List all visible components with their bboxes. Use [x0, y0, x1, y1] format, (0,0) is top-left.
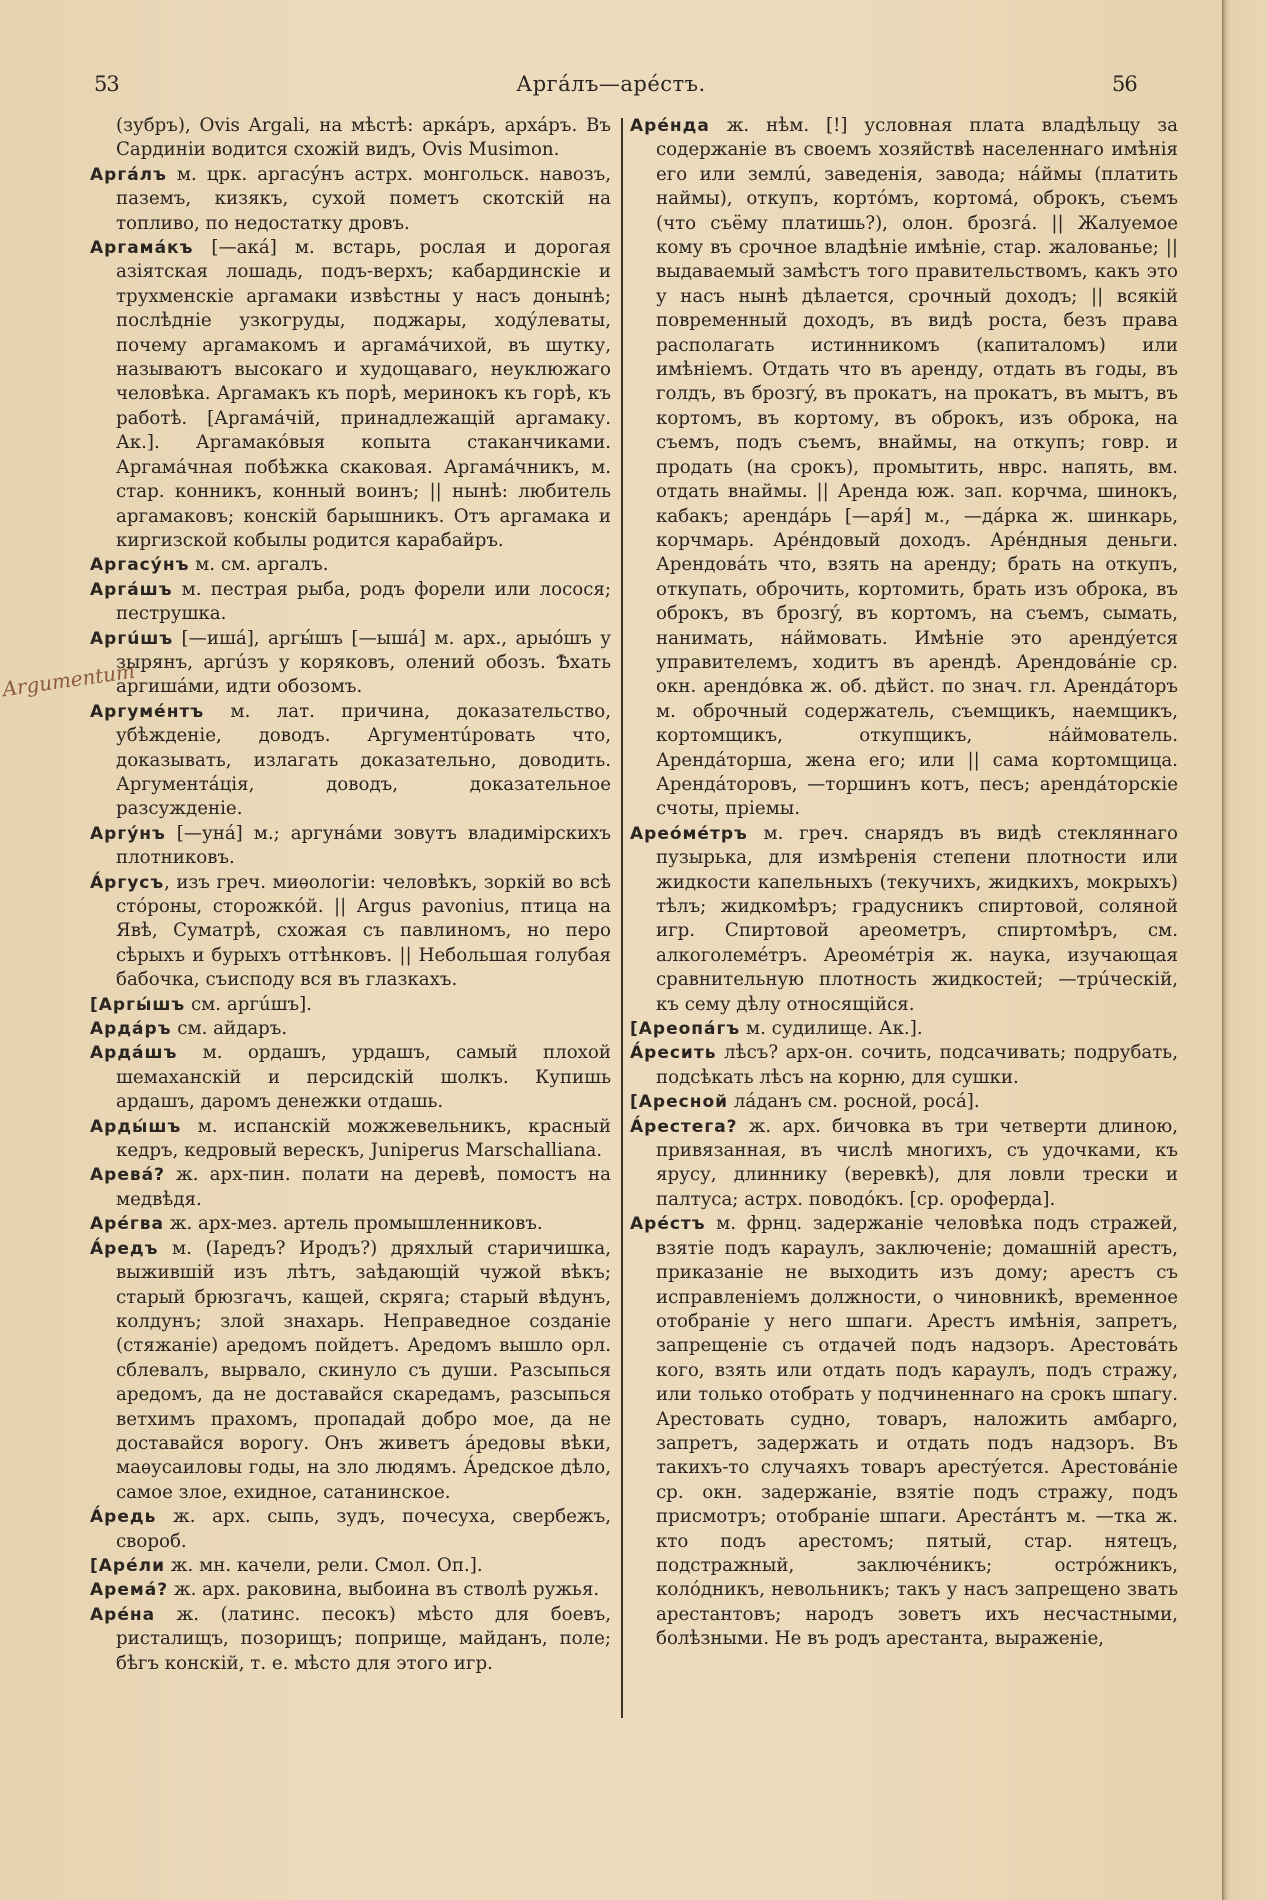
dictionary-entry — [90, 1041, 611, 1114]
dictionary-entry — [90, 822, 611, 871]
entry-headword: Аремá? — [90, 1580, 169, 1601]
entry-headword: [Аресной — [630, 1092, 729, 1113]
dictionary-entry — [630, 1090, 1178, 1114]
entry-definition: м. испанскій можжевельникъ, красный кедръ, кедровый верескъ, Juniperus Marschalliana. — [116, 1115, 611, 1162]
dictionary-entry — [90, 627, 611, 700]
entry-headword: А́редь — [90, 1507, 157, 1528]
entry-definition: м. см. аргалъ. — [189, 554, 329, 576]
entry-headword: Аргáшъ — [90, 579, 173, 600]
entry-headword: Арéнда — [630, 116, 710, 136]
entry-headword: [Ареопáгъ — [630, 1019, 741, 1040]
entry-headword: Аревá? — [90, 1165, 165, 1186]
dictionary-entry — [630, 822, 1178, 1017]
entry-headword: Арéна — [90, 1604, 156, 1625]
entry-definition: м. греч. снарядъ въ видѣ стекляннаго пузырька, для измѣренія степени плотности или жидкости капельныхъ (текучихъ, жидкихъ, мокрыхъ) тѣлъ; жидкомѣръ; градусникъ спиртовой, соляной игр. Спиртовой ареометръ, спиртомѣръ, см. алкоголемéтръ. Ареомéтрія ж. наука, изучающая сравнительную плотность жидкостей; —трúческій, къ сему дѣлу относящійся. — [656, 822, 1178, 1015]
entry-definition: ж. арх-пин. полати на деревѣ, помостъ на медвѣдя. — [116, 1164, 611, 1210]
entry-definition: м. (Іаредъ? Иродъ?) дряхлый старичишка, выжившій изъ лѣтъ, заѣдающій чужой вѣкъ; старый брюзгачъ, кащей, скряга; старый вѣдунъ, колдунъ; злой знахарь. Неправедное созданіе (стяжаніе) аредомъ пойдетъ. Аредомъ вышло орл. сблевалъ, вырвало, скинуло съ души. Разсыпься аредомъ, да не доставайся скаредамъ, разсыпься ветхимъ прахомъ, пропадай добро мое, да не доставайся ворогу. Онъ живетъ áредовы вѣки, маѳусаиловы годы, на зло людямъ. А́редское дѣло, самое злое, ехидное, сатанинское. — [116, 1237, 611, 1503]
dictionary-entry — [90, 578, 611, 627]
entry-definition: , изъ греч. миѳологіи: человѣкъ, зоркій во всѣ стóроны, сторожкóй. || Argus pavonius, птица на Явѣ, Суматрѣ, схожая съ павлиномъ, но перо сѣрыхъ и бурыхъ оттѣнковъ. || Небольшая голубая бабочка, съисподу вся въ глазкахъ. — [116, 871, 611, 991]
entry-headword: [Аргы́шъ — [90, 994, 186, 1015]
dictionary-entry — [630, 1115, 1178, 1213]
entry-definition: м. ордашъ, урдашъ, самый плохой шемаханскій и персидскій шолкъ. Купишь ардашъ, даромъ денежки отдашь. — [116, 1042, 611, 1113]
entry-definition: [—акá] м. встарь, рослая и дорогая азіятская лошадь, подъ-верхъ; кабардинскіе и трухменскіе аргамаки извѣстны у насъ донынѣ; послѣдніе узкогруды, поджары, ходýлеваты, почему аргамакомъ и аргамáчихой, въ шутку, называютъ высокаго и худощаваго, неуклюжаго человѣка. Аргамакъ къ порѣ, меринокъ къ горѣ, къ работѣ. [Аргамáчій, принадлежащій аргамаку. Ак.]. Аргамакóвыя копыта стаканчиками. Аргамáчная побѣжка скаковая. Аргамáчникъ, м. стар. конникъ, конный воинъ; || нынѣ: любитель аргамаковъ; конскій барышникъ. Отъ аргамака и киргизской кобылы родится карабайръ. — [116, 237, 611, 551]
entry-definition: лáданъ см. росной, росá]. — [728, 1091, 980, 1113]
entry-definition: (зубръ), Ovis Argali, на мѣстѣ: аркáръ, архáръ. Въ Сардиніи водится схожій видъ, Ovis Musimon. — [116, 115, 611, 161]
entry-definition: ж. арх-мез. артель промышленниковъ. — [163, 1213, 543, 1235]
entry-definition: м. црк. аргасýнъ астрх. монгольск. навозъ, паземъ, кизякъ, сухой пометъ скотскій на топливо, по недостатку дровъ. — [116, 163, 611, 234]
page-number-left: 53 — [94, 72, 119, 96]
dictionary-entry — [630, 114, 1178, 822]
entry-headword: [Арéли — [90, 1555, 165, 1576]
entry-definition: м. судилище. Ак.]. — [740, 1018, 923, 1040]
dictionary-entry — [90, 1554, 611, 1578]
dictionary-entry — [90, 1603, 611, 1676]
entry-definition: ж. (латинс. песокъ) мѣсто для боевъ, ристалищъ, позорищъ; поприще, майданъ, поле; бѣгъ конскій, т. е. мѣсто для этого игр. — [116, 1603, 611, 1674]
entry-headword: Арéгва — [90, 1214, 164, 1235]
entry-headword: Ареóмéтръ — [630, 823, 748, 844]
dictionary-entry — [90, 114, 611, 163]
dictionary-entry — [90, 1017, 611, 1041]
entry-headword: А́ресить — [630, 1043, 717, 1064]
dictionary-entry — [90, 1237, 611, 1505]
dictionary-entry — [90, 236, 611, 553]
entry-definition: ж. арх. раковина, выбоина въ стволѣ ружья. — [168, 1579, 600, 1601]
entry-headword: Ардáръ — [90, 1019, 172, 1040]
dictionary-entry — [630, 1212, 1178, 1651]
page-header — [0, 72, 1222, 102]
entry-headword: Арéстъ — [630, 1214, 706, 1235]
entry-definition: ж. арх. бичовка въ три четверти длиною, привязанная, въ числѣ многихъ, съ удочками, къ ярусу, длиннику (веревкѣ), для ловли трески и палтуса; астрх. поводóкъ. [ср. ороферда]. — [656, 1115, 1178, 1210]
entry-definition: ж. арх. сыпь, зудъ, почесуха, свербежъ, свороб. — [116, 1506, 611, 1552]
entry-headword: А́ргусъ — [90, 872, 165, 893]
dictionary-entry — [90, 1163, 611, 1212]
dictionary-entry — [630, 1017, 1178, 1041]
dictionary-entry — [90, 1212, 611, 1236]
entry-headword: А́рестега? — [630, 1116, 738, 1137]
entry-definition: см. айдаръ. — [171, 1018, 288, 1040]
dictionary-entry — [90, 700, 611, 822]
entry-headword: Аргúшъ — [90, 628, 174, 649]
dictionary-entry — [90, 871, 611, 993]
entry-headword: Аргýнъ — [90, 823, 166, 844]
entry-definition: [—ишá], аргы́шъ [—ышá] м. арх., арыóшъ у зырянъ, аргúзъ у коряковъ, олений обозъ. Ѣхать аргишáми, идти обозомъ. — [116, 627, 611, 698]
handwritten-margin-note: Argumentum — [0, 658, 137, 702]
dictionary-entry — [90, 1578, 611, 1602]
entry-definition: ж. мн. качели, рели. Смол. Оп.]. — [165, 1554, 483, 1576]
entry-definition: см. аргúшъ]. — [185, 993, 312, 1015]
dictionary-entry — [90, 1505, 611, 1554]
dictionary-entry — [630, 1041, 1178, 1090]
left-column — [90, 114, 611, 1676]
entry-headword: Аргасýнъ — [90, 555, 190, 576]
entry-definition: м. лат. причина, доказательство, убѣжденіе, доводъ. Аргументúровать что, доказывать, излагать доказательно, доводить. Аргументáція, доводъ, доказательное разсужденіе. — [116, 700, 611, 820]
entry-headword: Аргамáкъ — [90, 238, 194, 259]
entry-headword: Аргáлъ — [90, 164, 167, 185]
entry-headword: Арды́шъ — [90, 1116, 182, 1137]
dictionary-entry — [90, 553, 611, 577]
dictionary-entry — [90, 993, 611, 1017]
dictionary-entry — [90, 163, 611, 236]
entry-headword: А́редъ — [90, 1238, 159, 1259]
running-title: Аргáлъ—арéстъ. — [516, 72, 706, 96]
book-page-edge — [1222, 0, 1267, 1900]
entry-definition: м. пестрая рыба, родъ форели или лосося; пеструшка. — [116, 578, 611, 625]
page-number-right: 56 — [1112, 72, 1137, 96]
right-column — [630, 114, 1178, 1652]
entry-definition: м. фрнц. задержаніе человѣка подъ стражей, взятіе подъ караулъ, заключеніе; домашній арестъ, приказаніе не выходить изъ дому; арестъ съ исправленіемъ должности, о чиновникѣ, временное отобраніе у него шпаги. Арестъ имѣнія, запретъ, запрещеніе съ отдачей подъ надзоръ. Арестовáть кого, взять или отдать подъ караулъ, подъ стражу, или только отобрать у подчиненнаго на срокъ шпагу. Арестовать судно, товаръ, наложить амбарго, запретъ, задержать и отдать подъ надзоръ. Въ такихъ-то случаяхъ товаръ арестýется. Арестовáніе ср. окн. задержаніе, взятіе подъ стражу, подъ присмотръ; отобраніе шпаги. Арестáнтъ м. —тка ж. кто подъ арестомъ; пятый, стар. нятецъ, подстражный, заключéникъ; острóжникъ, колóдникъ, невольникъ; такъ у насъ запрещено звать арестантовъ; народъ зоветъ ихъ несчастными, болѣзными. Не въ родъ арестанта, выраженіе, — [656, 1213, 1178, 1650]
column-divider — [621, 118, 623, 1718]
entry-definition: лѣсъ? арх-он. сочить, подсачивать; подрубать, подсѣкать лѣсъ на корню, для сушки. — [656, 1042, 1178, 1088]
entry-definition: [—унá] м.; аргунáми зовутъ владимірскихъ плотниковъ. — [116, 822, 611, 869]
entry-definition: ж. нѣм. [!] условная плата владѣльцу за содержаніе въ своемъ хозяйствѣ населеннаго имѣнія его или землú, заведенія, завода; нáймы (платить наймы), откупъ, кортóмъ, кортомá, оброкъ, съемъ (что съёму платишь?), олон. брозгá. || Жалуемое кому въ срочное владѣніе имѣніе, стар. жалованье; || выдаваемый замѣстъ того правительствомъ, какъ это у насъ нынѣ дѣлается, срочный доходъ; || всякій повременный доходъ, въ видѣ роста, безъ права располагать истинникомъ (капиталомъ) или имѣніемъ. Отдать что въ аренду, отдать въ годы, въ голдъ, въ брозгý, въ прокатъ, на прокатъ, въ мытъ, въ кортомъ, въ кортому, въ оброкъ, изъ оброка, на съемъ, подъ съемъ, внаймы, на откупъ; говр. и продать (на срокъ), промытить, нврс. напять, вм. отдать внаймы. || Аренда юж. зап. корчма, шинокъ, кабакъ; арендáрь [—аря́] м., —дáрка ж. шинкарь, корчмарь. Арéндовый доходъ. Арéндныя деньги. Арендовáть что, взять на аренду; брать на откупъ, откупать, оброчить, кортомить, брать изъ оброка, въ оброкъ, въ брозгý, въ кортомъ, на съемъ, сымать, нанимать, нáймовать. Имѣніе это арендýется управителемъ, ходитъ въ арендѣ. Арендовáніе ср. окн. арендóвка ж. об. дѣйст. по знач. гл. Арендáторъ м. оброчный содержатель, съемщикъ, наемщикъ, кортомщикъ, откупщикъ, нáймователь. Арендáторша, жена его; или || сама кортомщица. Арендáторовъ, —торшинъ котъ, песъ; арендáторскіе счоты, пріемы. — [656, 115, 1178, 820]
entry-headword: Ардáшъ — [90, 1043, 178, 1064]
dictionary-entry — [90, 1115, 611, 1164]
entry-headword: Аргумéнтъ — [90, 701, 205, 722]
